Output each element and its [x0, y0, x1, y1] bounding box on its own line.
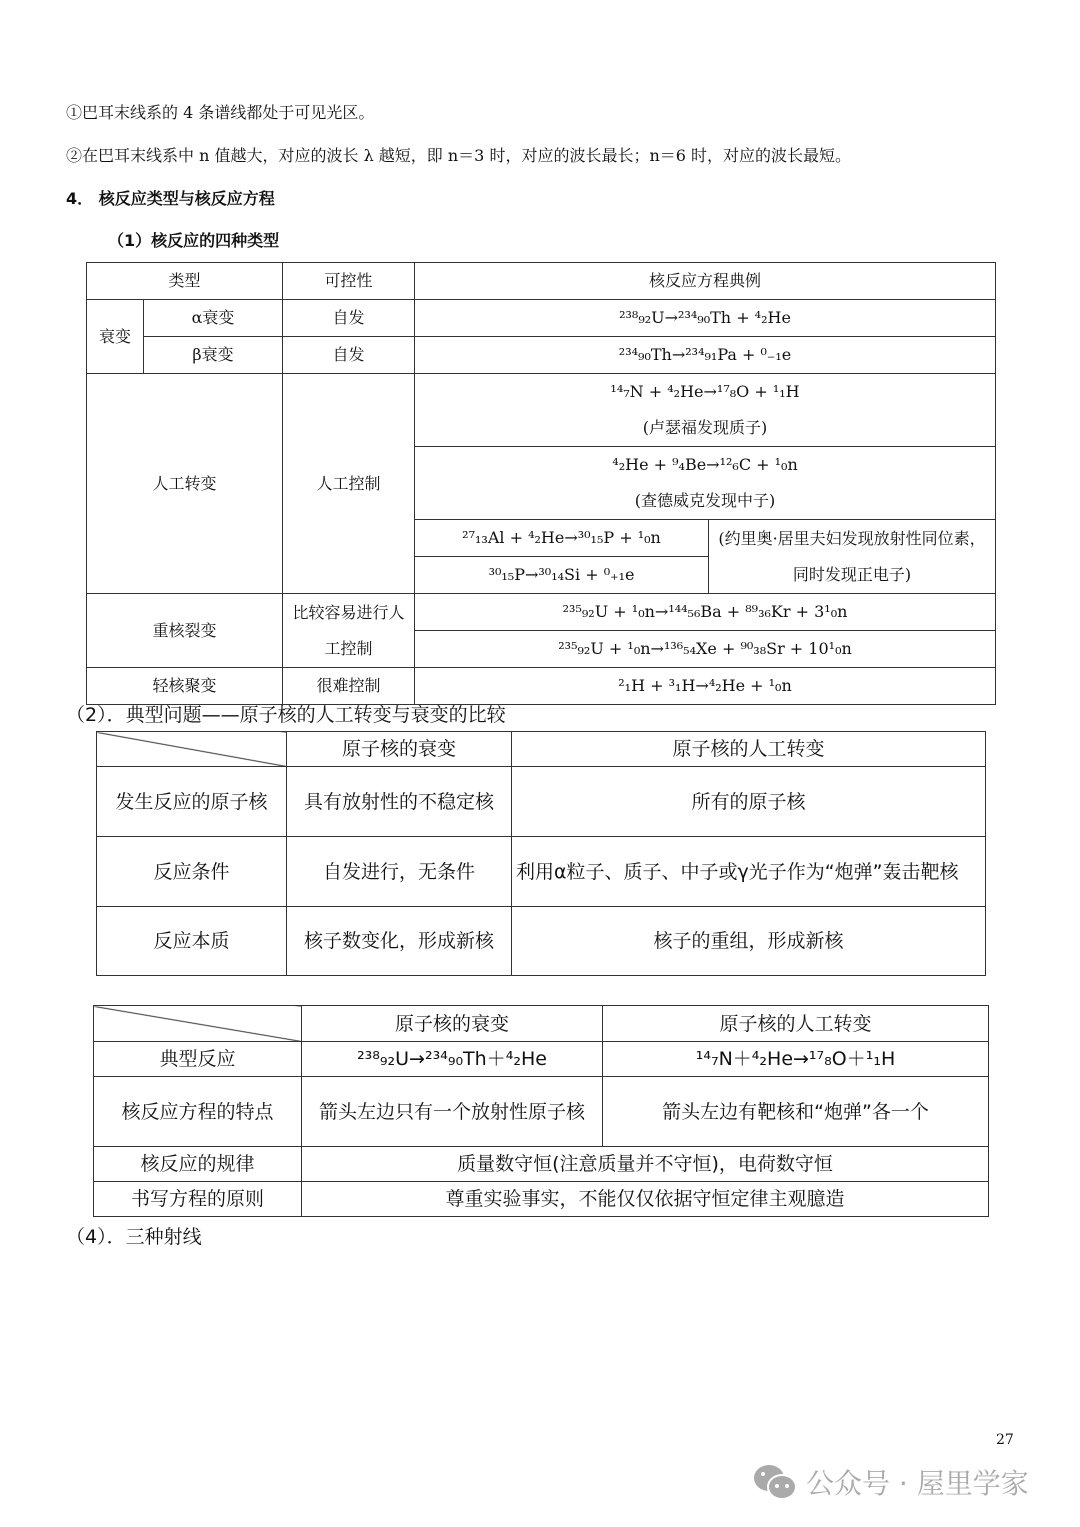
comparison-table: [96, 731, 986, 976]
cell: ²³⁸₉₂U→²³⁴₉₀Th＋⁴₂He: [302, 1042, 603, 1077]
fission-type: 重核裂变: [87, 594, 283, 668]
cell: ¹⁴₇N＋⁴₂He→¹⁷₈O＋¹₁H: [603, 1042, 989, 1077]
alpha-equation: ²³⁸₉₂U→²³⁴₉₀Th + ⁴₂He: [415, 300, 996, 337]
row-label: 发生反应的原子核: [97, 767, 287, 837]
artificial-equation-1: ¹⁴₇N + ⁴₂He→¹⁷₈O + ¹₁H: [610, 382, 800, 401]
cell: 质量数守恒(注意质量并不守恒)，电荷数守恒: [302, 1147, 989, 1182]
artificial-ctrl: 人工控制: [283, 374, 415, 594]
artificial-note-1: (卢瑟福发现质子): [642, 418, 768, 437]
artificial-equation-3: ²⁷₁₃Al + ⁴₂He→³⁰₁₅P + ¹₀n: [415, 520, 709, 557]
cell: 尊重实验事实，不能仅仅依据守恒定律主观臆造: [302, 1182, 989, 1217]
cell: 利用α粒子、质子、中子或γ光子作为“炮弹”轰击靶核: [512, 837, 986, 907]
diagonal-header-cell: [97, 732, 287, 767]
page-number: 27: [996, 1432, 1014, 1448]
fission-equation-1: ²³⁵₉₂U + ¹₀n→¹⁴⁴₅₆Ba + ⁸⁹₃₆Kr + 3¹₀n: [415, 594, 996, 631]
decay-label: 衰变: [87, 300, 144, 374]
fusion-ctrl: 很难控制: [283, 668, 415, 705]
beta-equation: ²³⁴₉₀Th→²³⁴₉₁Pa + ⁰₋₁e: [415, 337, 996, 374]
row-label: 核反应的规律: [94, 1147, 302, 1182]
artificial-eq-2-cell: [415, 447, 996, 520]
cell: 箭头左边只有一个放射性原子核: [302, 1077, 603, 1147]
equation-features-table: [93, 1005, 989, 1217]
artificial-eq-1-cell: [415, 374, 996, 447]
alpha-type: α衰变: [144, 300, 283, 337]
row-label: 反应条件: [97, 837, 287, 907]
diagonal-header-cell: [94, 1006, 302, 1042]
artificial-note-3: (约里奥·居里夫妇发现放射性同位素，同时发现正电子): [709, 520, 996, 594]
row-label: 书写方程的原则: [94, 1182, 302, 1217]
watermark-text: 公众号 · 屋里学家: [806, 1467, 1029, 1500]
section-4-heading: 4． 核反应类型与核反应方程: [66, 189, 275, 208]
fission-equation-2: ²³⁵₉₂U + ¹₀n→¹³⁶₅₄Xe + ⁹⁰₃₈Sr + 10¹₀n: [415, 631, 996, 668]
cell: 核子的重组，形成新核: [512, 907, 986, 976]
intro-line-1: ①巴耳末线系的 4 条谱线都处于可见光区。: [66, 103, 375, 122]
header-decay: 原子核的衰变: [302, 1006, 603, 1042]
reaction-types-table: [86, 262, 996, 705]
artificial-note-2: (查德威克发现中子): [634, 491, 776, 510]
artificial-equation-2: ⁴₂He + ⁹₄Be→¹²₆C + ¹₀n: [612, 455, 798, 474]
header-type: 类型: [87, 263, 283, 300]
fusion-type: 轻核聚变: [87, 668, 283, 705]
cell: 具有放射性的不稳定核: [287, 767, 512, 837]
fusion-equation: ²₁H + ³₁H→⁴₂He + ¹₀n: [415, 668, 996, 705]
wechat-icon: [752, 1463, 798, 1501]
subheading-2: （2）．典型问题——原子核的人工转变与衰变的比较: [66, 704, 506, 726]
header-artificial: 原子核的人工转变: [603, 1006, 989, 1042]
header-decay: 原子核的衰变: [287, 732, 512, 767]
intro-line-2: ②在巴耳末线系中 n 值越大，对应的波长 λ 越短，即 n＝3 时，对应的波长最长；n＝6 时，对应的波长最短。: [66, 146, 852, 165]
row-label: 典型反应: [94, 1042, 302, 1077]
header-control: 可控性: [283, 263, 415, 300]
subheading-4: （4）．三种射线: [66, 1226, 202, 1248]
watermark: [752, 1462, 1029, 1502]
row-label: 反应本质: [97, 907, 287, 976]
artificial-equation-4: ³⁰₁₅P→³⁰₁₄Si + ⁰₊₁e: [415, 557, 709, 594]
beta-ctrl: 自发: [283, 337, 415, 374]
header-equation: 核反应方程典例: [415, 263, 996, 300]
cell: 自发进行，无条件: [287, 837, 512, 907]
cell: 所有的原子核: [512, 767, 986, 837]
subheading-1: （1）核反应的四种类型: [108, 231, 280, 250]
cell: 核子数变化，形成新核: [287, 907, 512, 976]
row-label: 核反应方程的特点: [94, 1077, 302, 1147]
header-artificial: 原子核的人工转变: [512, 732, 986, 767]
cell: 箭头左边有靶核和“炮弹”各一个: [603, 1077, 989, 1147]
alpha-ctrl: 自发: [283, 300, 415, 337]
beta-type: β衰变: [144, 337, 283, 374]
fission-ctrl: 比较容易进行人工控制: [283, 594, 415, 668]
artificial-type: 人工转变: [87, 374, 283, 594]
